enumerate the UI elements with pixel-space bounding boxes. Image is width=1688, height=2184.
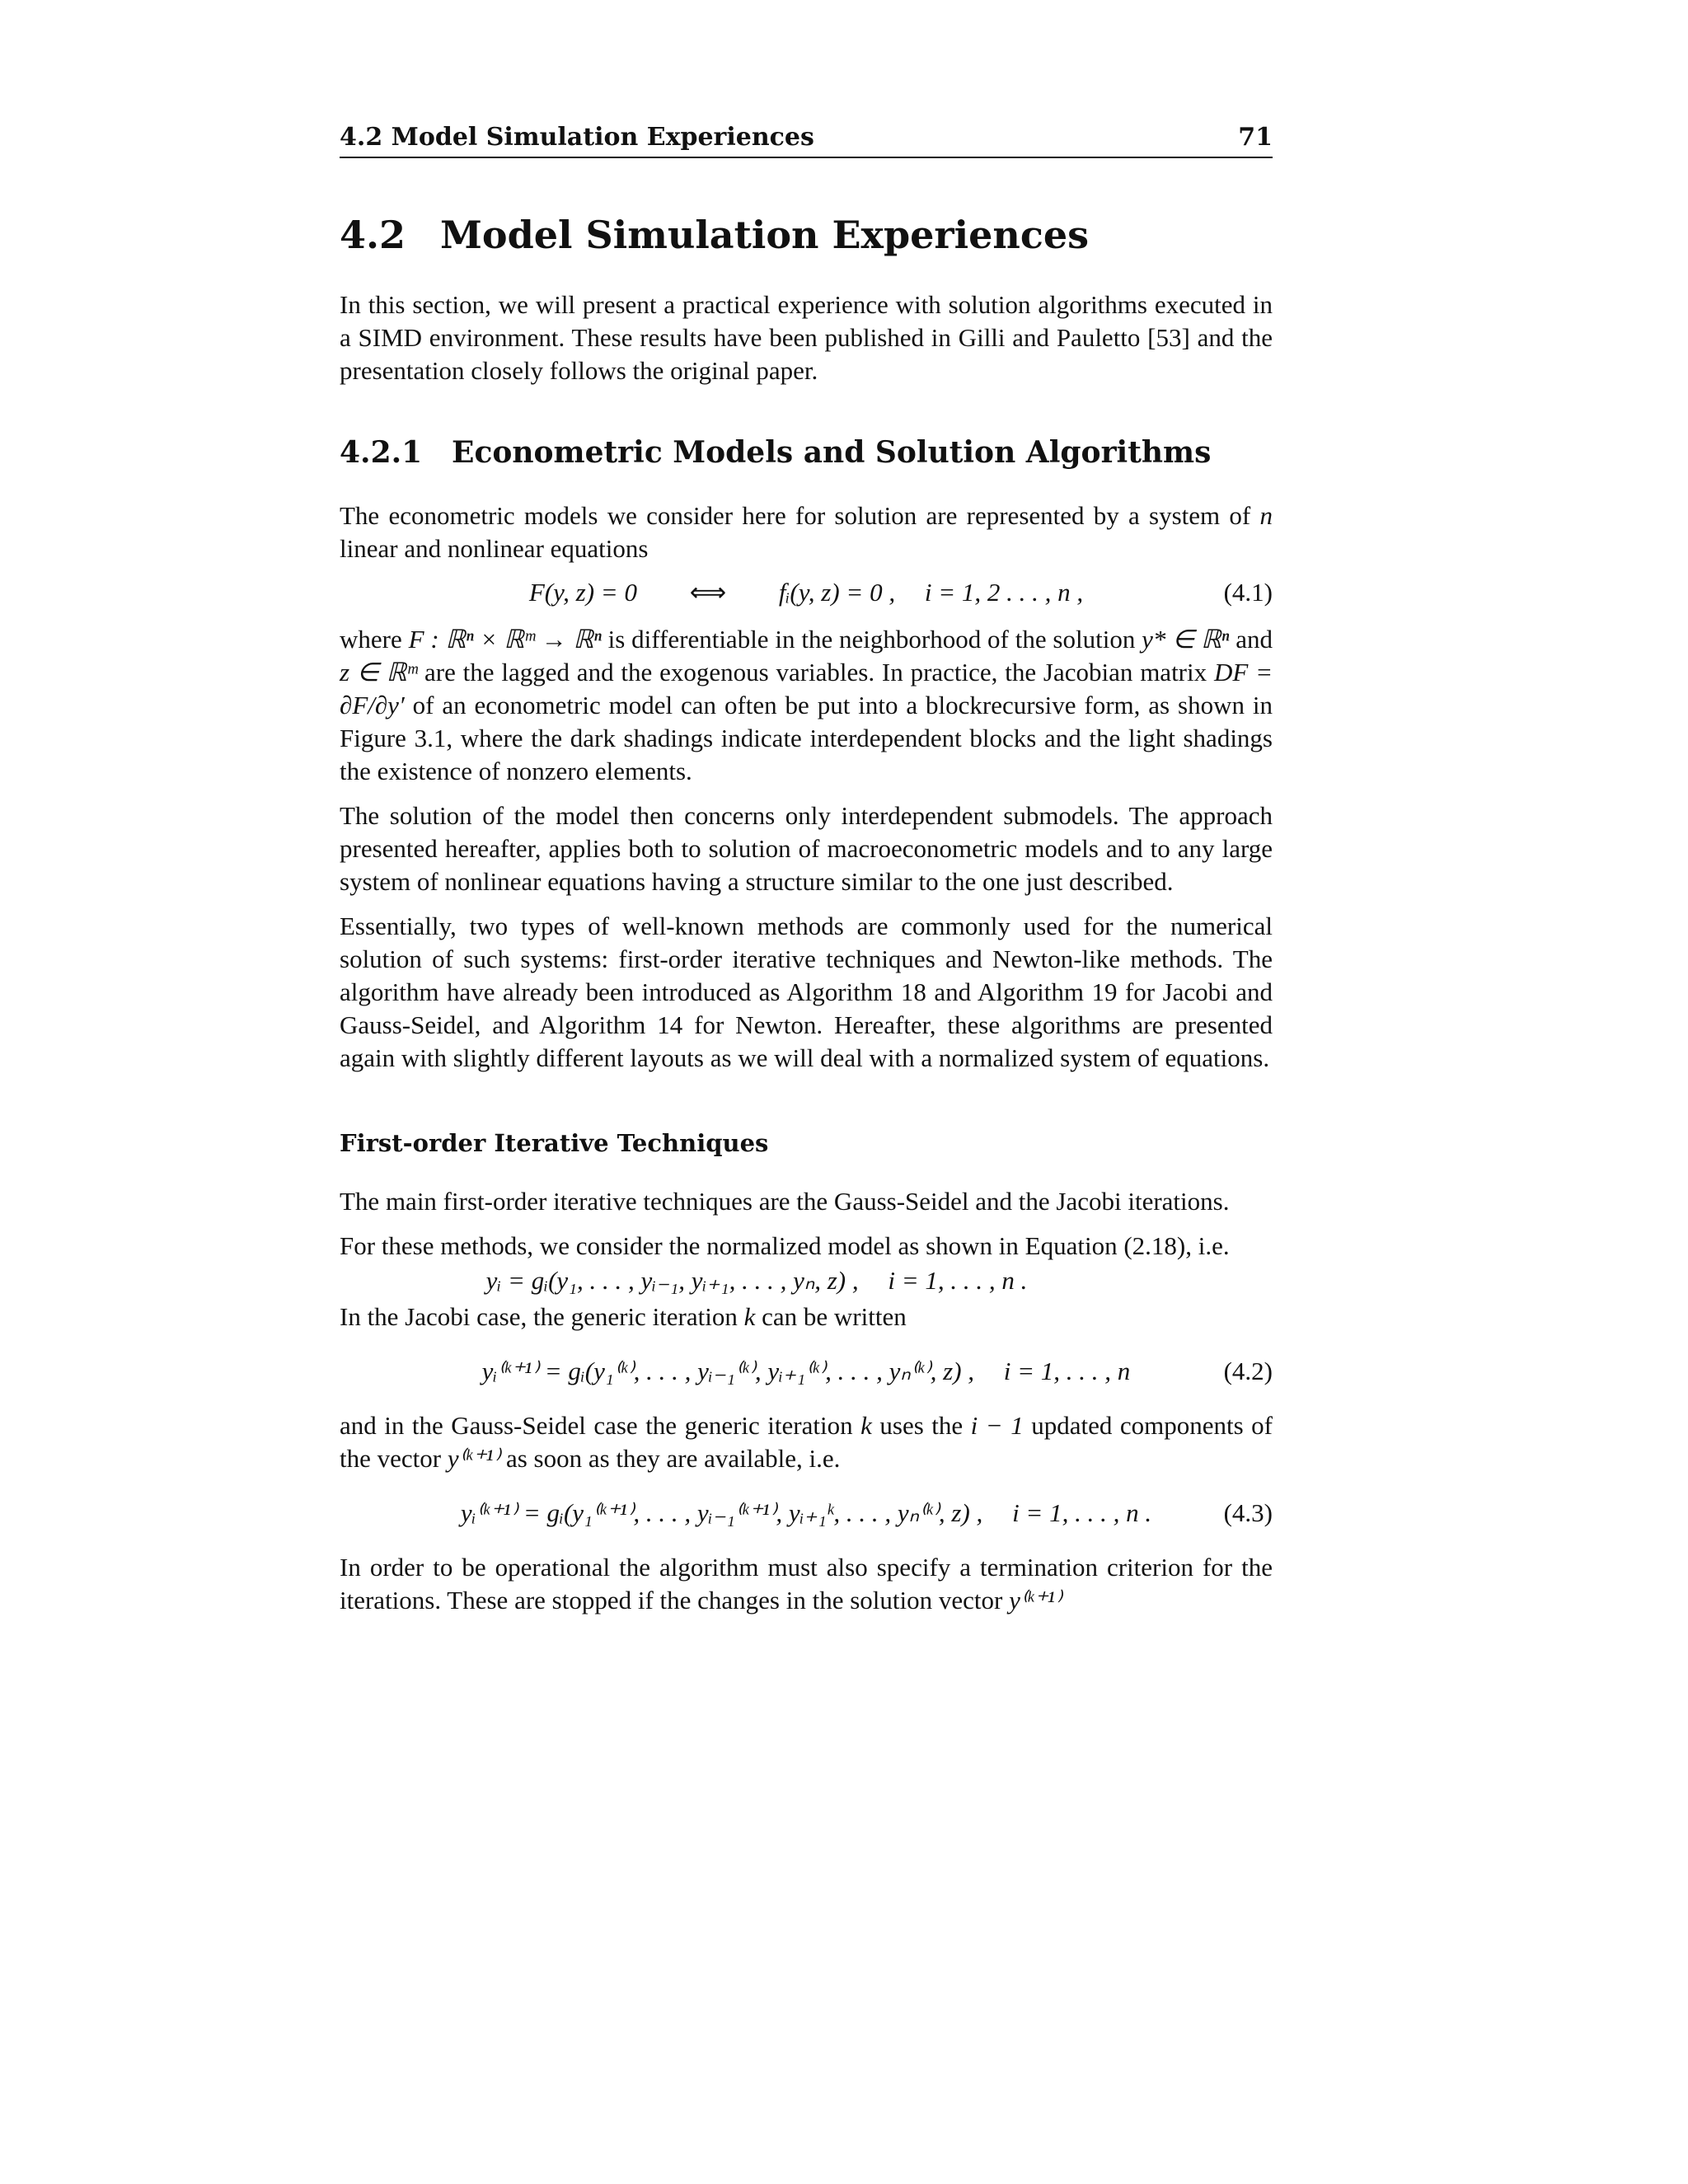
- paragraph-methods: Essentially, two types of well-known methods are commonly used for the numerical solution of such systems: first-order iterative techniques and Newton-like methods. The algorithm have already been introduced as Algorithm 18 and Algorithm 19 for Jacobi and Gauss-Seidel, and Algorithm 14 for Newton. Hereafter, these algorithms are presented again with slightly different layouts as we will deal with a normalized system of equations.: [340, 912, 1273, 1072]
- text-run: uses the: [871, 1411, 971, 1440]
- eq-4-3-number: (4.3): [1223, 1498, 1273, 1527]
- eq-4-3-body: yᵢ⁽ᵏ⁺¹⁾ = gᵢ(y₁⁽ᵏ⁺¹⁾, . . . , yᵢ₋₁⁽ᵏ⁺¹⁾, yᵢ₊₁ᵏ, . . . , yₙ⁽ᵏ⁾, z) ,: [460, 1498, 983, 1527]
- text-run: and in the Gauss-Seidel case the generic iteration: [340, 1411, 861, 1440]
- eq-4-1-iff: ⟺: [689, 578, 727, 607]
- math-y-k1: y⁽ᵏ⁺¹⁾: [1009, 1586, 1062, 1615]
- eq-4-1-rhs: fᵢ(y, z) = 0 ,: [778, 578, 896, 607]
- paragraph-jacobi: [340, 1301, 1273, 1333]
- math-z: z ∈ ℝᵐ: [340, 658, 418, 687]
- section-title-text: Model Simulation Experiences: [440, 213, 1089, 257]
- paragraph-techniques: The main first-order iterative techniques are the Gauss-Seidel and the Jacobi iterations.: [340, 1187, 1230, 1216]
- math-i-minus-1: i − 1: [970, 1411, 1024, 1440]
- page: [340, 115, 1273, 1617]
- eq-normalized-body: yᵢ = gᵢ(y₁, . . . , yᵢ₋₁, yᵢ₊₁, . . . , yₙ, z) ,: [485, 1266, 859, 1295]
- paragraph-submodels: The solution of the model then concerns only interdependent submodels. The approach presented hereafter, applies both to solution of macroeconometric models and to any large system of nonlinear equations having a structure similar to the one just described.: [340, 801, 1273, 896]
- text-run: is differentiable in the neighborhood of the solution: [601, 625, 1142, 654]
- paragraph-termination: [340, 1551, 1273, 1617]
- math-n: n: [1259, 501, 1273, 530]
- paragraph-normalized: For these methods, we consider the normalized model as shown in Equation (2.18), i.e.: [340, 1231, 1230, 1260]
- math-k: k: [743, 1302, 756, 1331]
- text-run: The econometric models we consider here for solution are represented by a system of: [340, 501, 1260, 530]
- eq-4-1-condition: i = 1, 2 . . . , n ,: [924, 578, 1084, 607]
- paragraph-gauss-seidel: [340, 1409, 1273, 1475]
- text-run: as soon as they are available, i.e.: [499, 1444, 841, 1473]
- equation-4-2: [340, 1333, 1273, 1409]
- text-run: updated components of the vector: [340, 1411, 1273, 1473]
- math-y-k1: y⁽ᵏ⁺¹⁾: [447, 1444, 500, 1473]
- math-F: F : ℝⁿ × ℝᵐ → ℝⁿ: [408, 625, 602, 654]
- equation-4-1: [340, 565, 1273, 620]
- paragraph-models: [340, 499, 1273, 565]
- text-run: are the lagged and the exogenous variables. In practice, the Jacobian matrix: [417, 658, 1214, 687]
- text-run: can be written: [755, 1302, 907, 1331]
- eq-4-1-lhs: F(y, z) = 0: [528, 578, 637, 607]
- eq-4-1-number: (4.1): [1223, 578, 1273, 607]
- section-number: 4.2: [340, 213, 406, 257]
- text-run: of an econometric model can often be put into a blockrecursive form, as shown in Figure 3.1, where the dark shadings indicate interdependent blocks and the light shadings the existence of nonzero elements.: [340, 691, 1273, 785]
- math-ystar: y* ∈ ℝⁿ: [1142, 625, 1230, 654]
- page-number: 71: [1238, 123, 1273, 152]
- intro-paragraph: In this section, we will present a practical experience with solution algorithms executed in a SIMD environment. These results have been published in Gilli and Pauletto [53] and the presentation closely follows the original paper.: [340, 290, 1273, 385]
- paragraph-heading: First-order Iterative Techniques: [340, 1129, 769, 1157]
- equation-normalized: [340, 1263, 1273, 1299]
- text-run: where: [340, 625, 409, 654]
- running-header-title: 4.2 Model Simulation Experiences: [340, 123, 814, 152]
- subsection-title-text: Econometric Models and Solution Algorithms: [452, 435, 1212, 470]
- math-DF: DF = ∂F/∂y′: [340, 658, 1273, 719]
- eq-4-2-body: yᵢ⁽ᵏ⁺¹⁾ = gᵢ(y₁⁽ᵏ⁾, . . . , yᵢ₋₁⁽ᵏ⁾, yᵢ₊₁⁽ᵏ⁾, . . . , yₙ⁽ᵏ⁾, z) ,: [481, 1357, 975, 1385]
- section-title: [340, 213, 1273, 257]
- eq-4-3-condition: i = 1, . . . , n .: [1012, 1498, 1152, 1527]
- running-header: [340, 115, 1273, 158]
- eq-4-2-condition: i = 1, . . . , n: [1003, 1357, 1131, 1385]
- text-run: In the Jacobi case, the generic iteration: [340, 1302, 744, 1331]
- subsection-number: 4.2.1: [340, 435, 423, 470]
- subsection-title: [340, 435, 1273, 470]
- eq-normalized-condition: i = 1, . . . , n .: [888, 1266, 1028, 1295]
- paragraph-jacobian: [340, 623, 1273, 788]
- text-run: In order to be operational the algorithm must also specify a termination criterion for the iterations. These are stopped if the changes in the solution vector: [340, 1553, 1273, 1615]
- text-run: and: [1229, 625, 1273, 654]
- eq-4-2-number: (4.2): [1223, 1357, 1273, 1385]
- equation-4-3: [340, 1475, 1273, 1551]
- math-k: k: [860, 1411, 872, 1440]
- text-run: linear and nonlinear equations: [340, 534, 649, 563]
